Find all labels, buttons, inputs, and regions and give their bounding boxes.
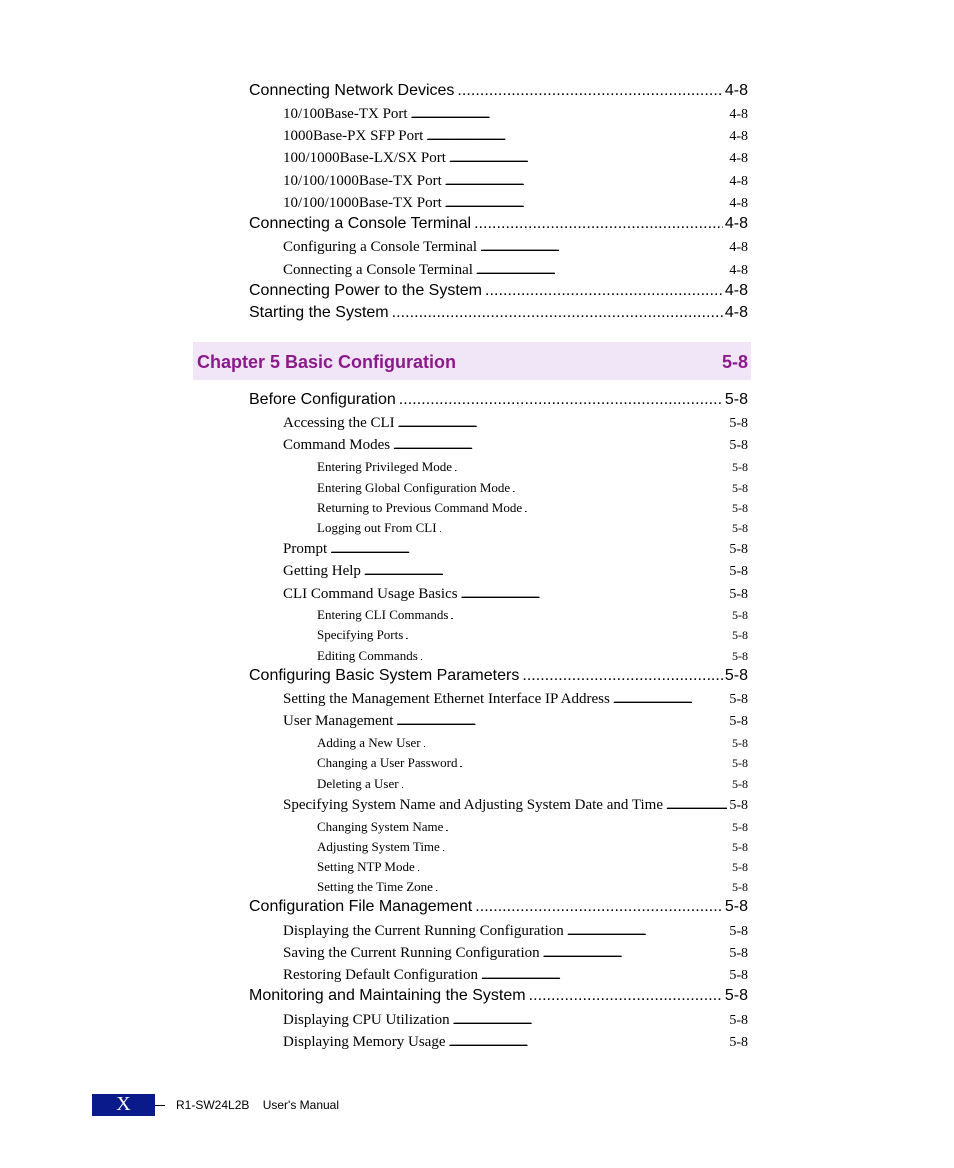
toc-entry[interactable] (283, 412, 748, 434)
toc-entry-page: 4-8 (724, 304, 748, 321)
toc-entry-page: 5-8 (732, 649, 748, 663)
toc-entry[interactable] (317, 497, 748, 519)
toc-entry[interactable] (249, 302, 748, 324)
toc-entry-page: 5-8 (729, 438, 748, 453)
toc-entry-title: Changing System Name (317, 819, 444, 834)
toc-entry-title: Deleting a User (317, 776, 399, 791)
toc-entry-page: 4-8 (724, 82, 748, 99)
toc-entry-title: Displaying Memory Usage (283, 1034, 446, 1050)
toc-entry-title: Displaying CPU Utilization (283, 1012, 450, 1028)
toc-entry-title: Changing a User Password (317, 755, 458, 770)
toc-entry-title: 10/100/1000Base-TX Port (283, 173, 442, 189)
toc-entry-page: 5-8 (729, 416, 748, 431)
toc-entry[interactable] (317, 856, 748, 878)
toc-entry-title: 1000Base-PX SFP Port (283, 128, 424, 144)
toc-entry-title: 10/100/1000Base-TX Port (283, 195, 442, 211)
toc-entry[interactable] (283, 538, 748, 560)
toc-entry-page: 5-8 (729, 798, 748, 813)
toc-entry-page: 5-8 (729, 692, 748, 707)
toc-entry-page: 4-8 (729, 196, 748, 211)
toc-entry[interactable] (317, 624, 748, 646)
toc-entry[interactable] (249, 665, 748, 687)
toc-entry-title: Configuration File Management (249, 898, 473, 915)
chapter-page: 5-8 (721, 352, 748, 372)
toc-entry-page: 4-8 (729, 174, 748, 189)
toc-entry-page: 4-8 (724, 282, 748, 299)
toc-entry-page: 5-8 (729, 1035, 748, 1050)
toc-entry-title: Entering Global Configuration Mode (317, 480, 511, 495)
toc-entry[interactable] (283, 560, 748, 582)
toc-entry[interactable] (283, 170, 748, 192)
toc-entry-title: Setting the Management Ethernet Interface IP Address (283, 691, 610, 707)
toc-entry[interactable] (249, 389, 748, 411)
toc-entry-title: Specifying System Name and Adjusting System Date and Time (283, 797, 663, 813)
footer-rule (155, 1105, 165, 1106)
toc-entry[interactable] (283, 147, 748, 169)
toc-entry-title: Setting the Time Zone (317, 879, 433, 894)
toc-entry-title: Editing Commands (317, 648, 418, 663)
toc-entry[interactable] (317, 604, 748, 626)
toc-entry[interactable] (283, 794, 748, 816)
toc-entry-page: 5-8 (729, 714, 748, 729)
toc-entry[interactable] (283, 688, 748, 710)
toc-entry-page: 4-8 (729, 240, 748, 255)
footer-page-marker: X (92, 1094, 155, 1116)
toc-entry-title: Saving the Current Running Configuration (283, 945, 540, 961)
toc-entry-page: 5-8 (729, 1013, 748, 1028)
toc-entry-page: 4-8 (729, 129, 748, 144)
toc-entry-title: 10/100Base-TX Port (283, 106, 408, 122)
toc-entry-title: Logging out From CLI (317, 520, 437, 535)
toc-entry-page: 5-8 (724, 987, 748, 1004)
toc-entry[interactable] (283, 1009, 748, 1031)
toc-entry-title: User Management (283, 713, 394, 729)
toc-entry-title: Restoring Default Configuration (283, 967, 478, 983)
footer-manual-title: R1-SW24L2B User's Manual (176, 1098, 340, 1112)
toc-entry-page: 5-8 (732, 460, 748, 474)
toc-entry-title: Connecting Network Devices (249, 82, 455, 99)
toc-entry-title: Accessing the CLI (283, 415, 395, 431)
toc-entry-page: 5-8 (732, 777, 748, 791)
toc-entry-title: Monitoring and Maintaining the System (249, 987, 526, 1004)
toc-entry[interactable] (283, 710, 748, 732)
toc-entry[interactable] (317, 773, 748, 795)
toc-entry[interactable] (317, 752, 748, 774)
toc-entry[interactable] (249, 213, 748, 235)
toc-entry-title: Getting Help (283, 563, 361, 579)
toc-entry-title: Adding a New User (317, 735, 421, 750)
toc-entry-title: Configuring Basic System Parameters (249, 667, 520, 684)
toc-entry-title: Configuring a Console Terminal (283, 239, 478, 255)
toc-entry-title: Connecting a Console Terminal (283, 262, 473, 278)
toc-entry-page: 5-8 (729, 542, 748, 557)
toc-entry-page: 4-8 (729, 151, 748, 166)
toc-entry-page: 5-8 (724, 391, 748, 408)
toc-entry[interactable] (283, 103, 748, 125)
toc-entry-page: 4-8 (724, 215, 748, 232)
toc-entry-page: 5-8 (732, 756, 748, 770)
toc-entry-title: Prompt (283, 541, 328, 557)
toc-entry[interactable] (317, 876, 748, 898)
toc-entry-page: 5-8 (724, 667, 748, 684)
toc-entry-page: 5-8 (729, 587, 748, 602)
toc-entry[interactable] (317, 836, 748, 858)
toc-entry[interactable] (249, 80, 748, 102)
toc-entry-title: Connecting Power to the System (249, 282, 483, 299)
chapter-title[interactable]: Chapter 5 Basic Configuration (197, 352, 457, 372)
toc-entry-page: 5-8 (729, 564, 748, 579)
toc-entry-title: Connecting a Console Terminal (249, 215, 472, 232)
toc-entry[interactable] (317, 477, 748, 499)
toc-entry-title: Starting the System (249, 304, 389, 321)
toc-entry-page: 5-8 (732, 860, 748, 874)
toc-entry[interactable] (283, 125, 748, 147)
toc-entry-title: Returning to Previous Command Mode (317, 500, 523, 515)
toc-entry-title: Specifying Ports (317, 627, 404, 642)
toc-entry-page: 5-8 (732, 820, 748, 834)
toc-entry[interactable] (283, 192, 748, 214)
toc-entry-page: 5-8 (732, 481, 748, 495)
toc-entry-title: CLI Command Usage Basics (283, 586, 458, 602)
toc-entry[interactable] (317, 816, 748, 838)
toc-entry[interactable] (249, 985, 748, 1007)
toc-entry-page: 5-8 (732, 880, 748, 894)
toc-entry[interactable] (317, 645, 748, 667)
toc-entry[interactable] (249, 896, 748, 918)
toc-entry-title: Before Configuration (249, 391, 396, 408)
toc-entry[interactable] (283, 964, 748, 986)
toc-entry-page: 5-8 (732, 736, 748, 750)
toc-entry-page: 5-8 (729, 968, 748, 983)
toc-entry[interactable] (249, 280, 748, 302)
toc-entry-title: Displaying the Current Running Configuration (283, 923, 564, 939)
toc-entry[interactable] (283, 434, 748, 456)
toc-entry-title: Setting NTP Mode (317, 859, 415, 874)
toc-entry[interactable] (283, 1031, 748, 1053)
toc-entry-title: 100/1000Base-LX/SX Port (283, 150, 446, 166)
toc-entry[interactable] (283, 259, 748, 281)
toc-entry-page: 5-8 (732, 608, 748, 622)
toc-entry-page: 5-8 (732, 840, 748, 854)
toc-entry[interactable] (317, 456, 748, 478)
toc-entry-title: Command Modes (283, 437, 391, 453)
toc-entry[interactable] (283, 236, 748, 258)
toc-entry-page: 5-8 (732, 501, 748, 515)
toc-entry[interactable] (317, 517, 748, 539)
toc-entry-title: Adjusting System Time (317, 839, 440, 854)
toc-entry[interactable] (283, 942, 748, 964)
toc-entry-page: 5-8 (729, 946, 748, 961)
toc-entry-title: Entering CLI Commands (317, 607, 449, 622)
toc-entry-title: Entering Privileged Mode (317, 459, 453, 474)
toc-entry-page: 5-8 (724, 898, 748, 915)
toc-entry-page: 5-8 (732, 628, 748, 642)
toc-entry[interactable] (283, 583, 748, 605)
toc-entry[interactable] (283, 920, 748, 942)
toc-entry-page: 5-8 (732, 521, 748, 535)
toc-entry-page: 4-8 (729, 107, 748, 122)
toc-entry[interactable] (317, 732, 748, 754)
toc-entry-page: 5-8 (729, 924, 748, 939)
toc-entry-page: 4-8 (729, 263, 748, 278)
